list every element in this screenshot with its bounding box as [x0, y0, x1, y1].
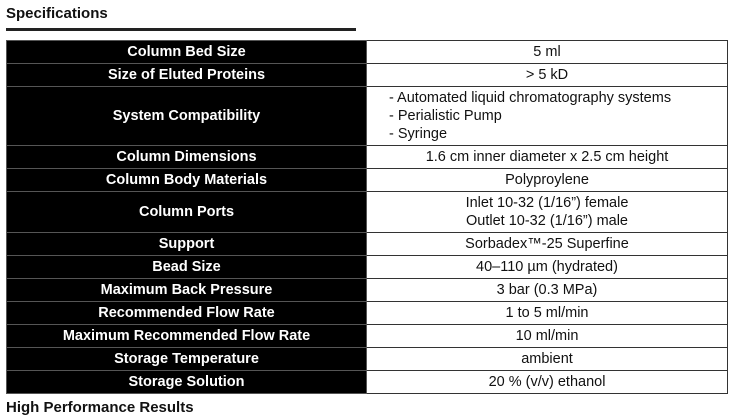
spec-value-line: 1.6 cm inner diameter x 2.5 cm height: [425, 149, 669, 165]
table-row: [7, 348, 728, 371]
spec-key: Storage Temperature: [7, 348, 367, 371]
spec-key: Storage Solution: [7, 371, 367, 394]
spec-value: [367, 256, 728, 279]
spec-value: [367, 146, 728, 169]
spec-value: [367, 192, 728, 233]
spec-key: Maximum Back Pressure: [7, 279, 367, 302]
spec-value: [367, 41, 728, 64]
spec-value-line: 3 bar (0.3 MPa): [496, 282, 598, 298]
spec-value-line: 20 % (v/v) ethanol: [488, 374, 606, 390]
spec-value-line: 1 to 5 ml/min: [505, 305, 589, 321]
spec-value-line: - Syringe: [389, 126, 448, 142]
spec-value-line: ambient: [521, 351, 573, 367]
spec-value-line: Polyproylene: [505, 172, 589, 188]
table-row: [7, 233, 728, 256]
spec-value-line: Outlet 10-32 (1/16”) male: [466, 213, 628, 229]
spec-key: Support: [7, 233, 367, 256]
spec-key: Column Dimensions: [7, 146, 367, 169]
spec-key: System Compatibility: [7, 87, 367, 146]
table-row: [7, 87, 728, 146]
spec-value: [367, 233, 728, 256]
spec-key: Size of Eluted Proteins: [7, 64, 367, 87]
spec-value-line: - Perialistic Pump: [389, 108, 502, 124]
table-row: [7, 302, 728, 325]
title-underline: [6, 28, 356, 31]
table-row: [7, 169, 728, 192]
spec-value: [367, 64, 728, 87]
spec-key: Column Ports: [7, 192, 367, 233]
spec-value-line: 10 ml/min: [515, 328, 579, 344]
spec-value-line: - Automated liquid chromatography systems: [389, 90, 672, 106]
table-row: [7, 325, 728, 348]
spec-value: [367, 169, 728, 192]
spec-key: Maximum Recommended Flow Rate: [7, 325, 367, 348]
spec-value: [367, 302, 728, 325]
table-row: [7, 146, 728, 169]
spec-value-line: 40–110 µm (hydrated): [476, 259, 618, 275]
table-row: [7, 192, 728, 233]
spec-value: [367, 348, 728, 371]
table-row: [7, 41, 728, 64]
spec-value: [367, 325, 728, 348]
table-row: [7, 256, 728, 279]
spec-value-line: Sorbadex™-25 Superfine: [465, 236, 629, 252]
spec-value-line: Inlet 10-32 (1/16”) female: [465, 195, 629, 211]
table-row: [7, 64, 728, 87]
spec-key: Recommended Flow Rate: [7, 302, 367, 325]
spec-value: [367, 279, 728, 302]
next-section-title: High Performance Results: [6, 399, 194, 416]
table-row: [7, 371, 728, 394]
spec-value-line: 5 ml: [533, 44, 561, 60]
table-row: [7, 279, 728, 302]
spec-key: Bead Size: [7, 256, 367, 279]
spec-value-line: > 5 kD: [525, 67, 569, 83]
specifications-table: [6, 40, 728, 394]
spec-key: Column Bed Size: [7, 41, 367, 64]
section-title: Specifications: [6, 5, 108, 22]
spec-value: [367, 371, 728, 394]
spec-key: Column Body Materials: [7, 169, 367, 192]
spec-value: [367, 87, 728, 146]
